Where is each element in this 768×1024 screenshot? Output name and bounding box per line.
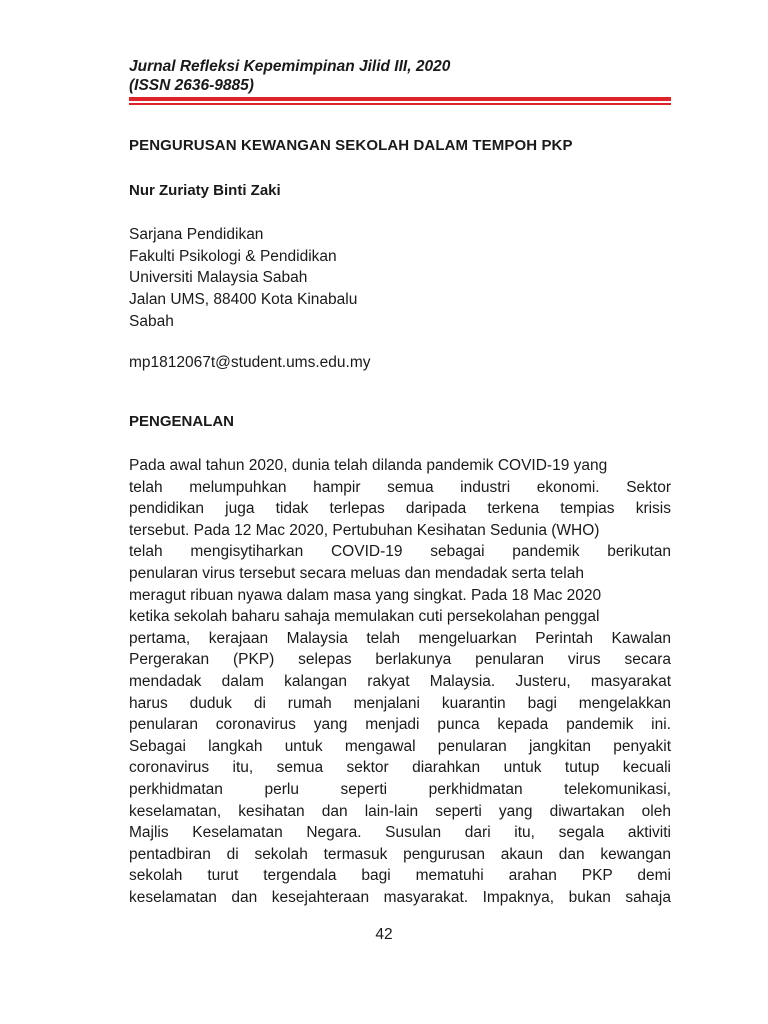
affiliation-line: Fakulti Psikologi & Pendidikan	[129, 247, 337, 265]
paragraph-line: coronavirus itu, semua sektor diarahkan untuk tutup kecuali	[129, 759, 671, 777]
paragraph-line: pentadbiran di sekolah termasuk pengurusan akaun dan kewangan	[129, 845, 671, 863]
paragraph-line: Majlis Keselamatan Negara. Susulan dari itu, segala aktiviti	[129, 824, 671, 842]
paragraph-line: pendidikan juga tidak terlepas daripada terkena tempias krisis	[129, 500, 671, 518]
header-rule-thick	[129, 97, 671, 101]
paragraph-line: telah mengisytiharkan COVID-19 sebagai pandemik berikutan	[129, 543, 671, 561]
paragraph-line: Pada awal tahun 2020, dunia telah dilanda pandemik COVID-19 yang	[129, 457, 608, 474]
paragraph-line: tersebut. Pada 12 Mac 2020, Pertubuhan Kesihatan Sedunia (WHO)	[129, 521, 600, 539]
affiliation-line: Sarjana Pendidikan	[129, 226, 264, 243]
paragraph-line: Pergerakan (PKP) selepas berlakunya penularan virus secara	[129, 651, 671, 669]
affiliation-line: Jalan UMS, 88400 Kota Kinabalu	[129, 291, 358, 309]
journal-header	[129, 57, 689, 95]
author-email[interactable]: mp1812067t@student.ums.edu.my	[129, 354, 371, 371]
paragraph-line: pertama, kerajaan Malaysia telah mengeluarkan Perintah Kawalan	[129, 629, 671, 647]
affiliation-line: Universiti Malaysia Sabah	[129, 269, 308, 287]
header-rule-thin	[129, 103, 671, 105]
paragraph-line: penularan coronavirus yang menjadi punca kepada pandemik ini.	[129, 716, 671, 734]
journal-issn: (ISSN 2636-9885)	[129, 77, 254, 94]
section-heading: PENGENALAN	[129, 413, 235, 430]
journal-title: Jurnal Refleksi Kepemimpinan Jilid III, 2020	[129, 58, 451, 75]
body-paragraph	[129, 455, 671, 908]
paragraph-line: sekolah turut tergendala bagi mematuhi arahan PKP demi	[129, 867, 671, 885]
paragraph-line: ketika sekolah baharu sahaja memulakan cuti persekolahan penggal	[129, 608, 600, 626]
paragraph-line: mendadak dalam kalangan rakyat Malaysia. Justeru, masyarakat	[129, 672, 671, 690]
affiliation-line: Sabah	[129, 312, 174, 330]
paragraph-line: Sebagai langkah untuk mengawal penularan jangkitan penyakit	[129, 737, 671, 755]
paragraph-line: harus duduk di rumah menjalani kuarantin bagi mengelakkan	[129, 694, 671, 712]
paragraph-line: perkhidmatan perlu seperti perkhidmatan telekomunikasi,	[129, 780, 671, 798]
author-name: Nur Zuriaty Binti Zaki	[129, 182, 281, 199]
page-number: 42	[375, 926, 393, 943]
paragraph-line: keselamatan dan kesejahteraan masyarakat. Impaknya, bukan sahaja	[129, 888, 671, 906]
article-title: PENGURUSAN KEWANGAN SEKOLAH DALAM TEMPOH PKP	[129, 137, 573, 154]
author-affiliation	[129, 224, 357, 333]
paragraph-line: telah melumpuhkan hampir semua industri ekonomi. Sektor	[129, 478, 671, 496]
paragraph-line: meragut ribuan nyawa dalam masa yang singkat. Pada 18 Mac 2020	[129, 586, 602, 604]
paragraph-line: keselamatan, kesihatan dan lain-lain seperti yang diwartakan oleh	[129, 802, 671, 820]
paragraph-line: penularan virus tersebut secara meluas dan mendadak serta telah	[129, 564, 584, 582]
